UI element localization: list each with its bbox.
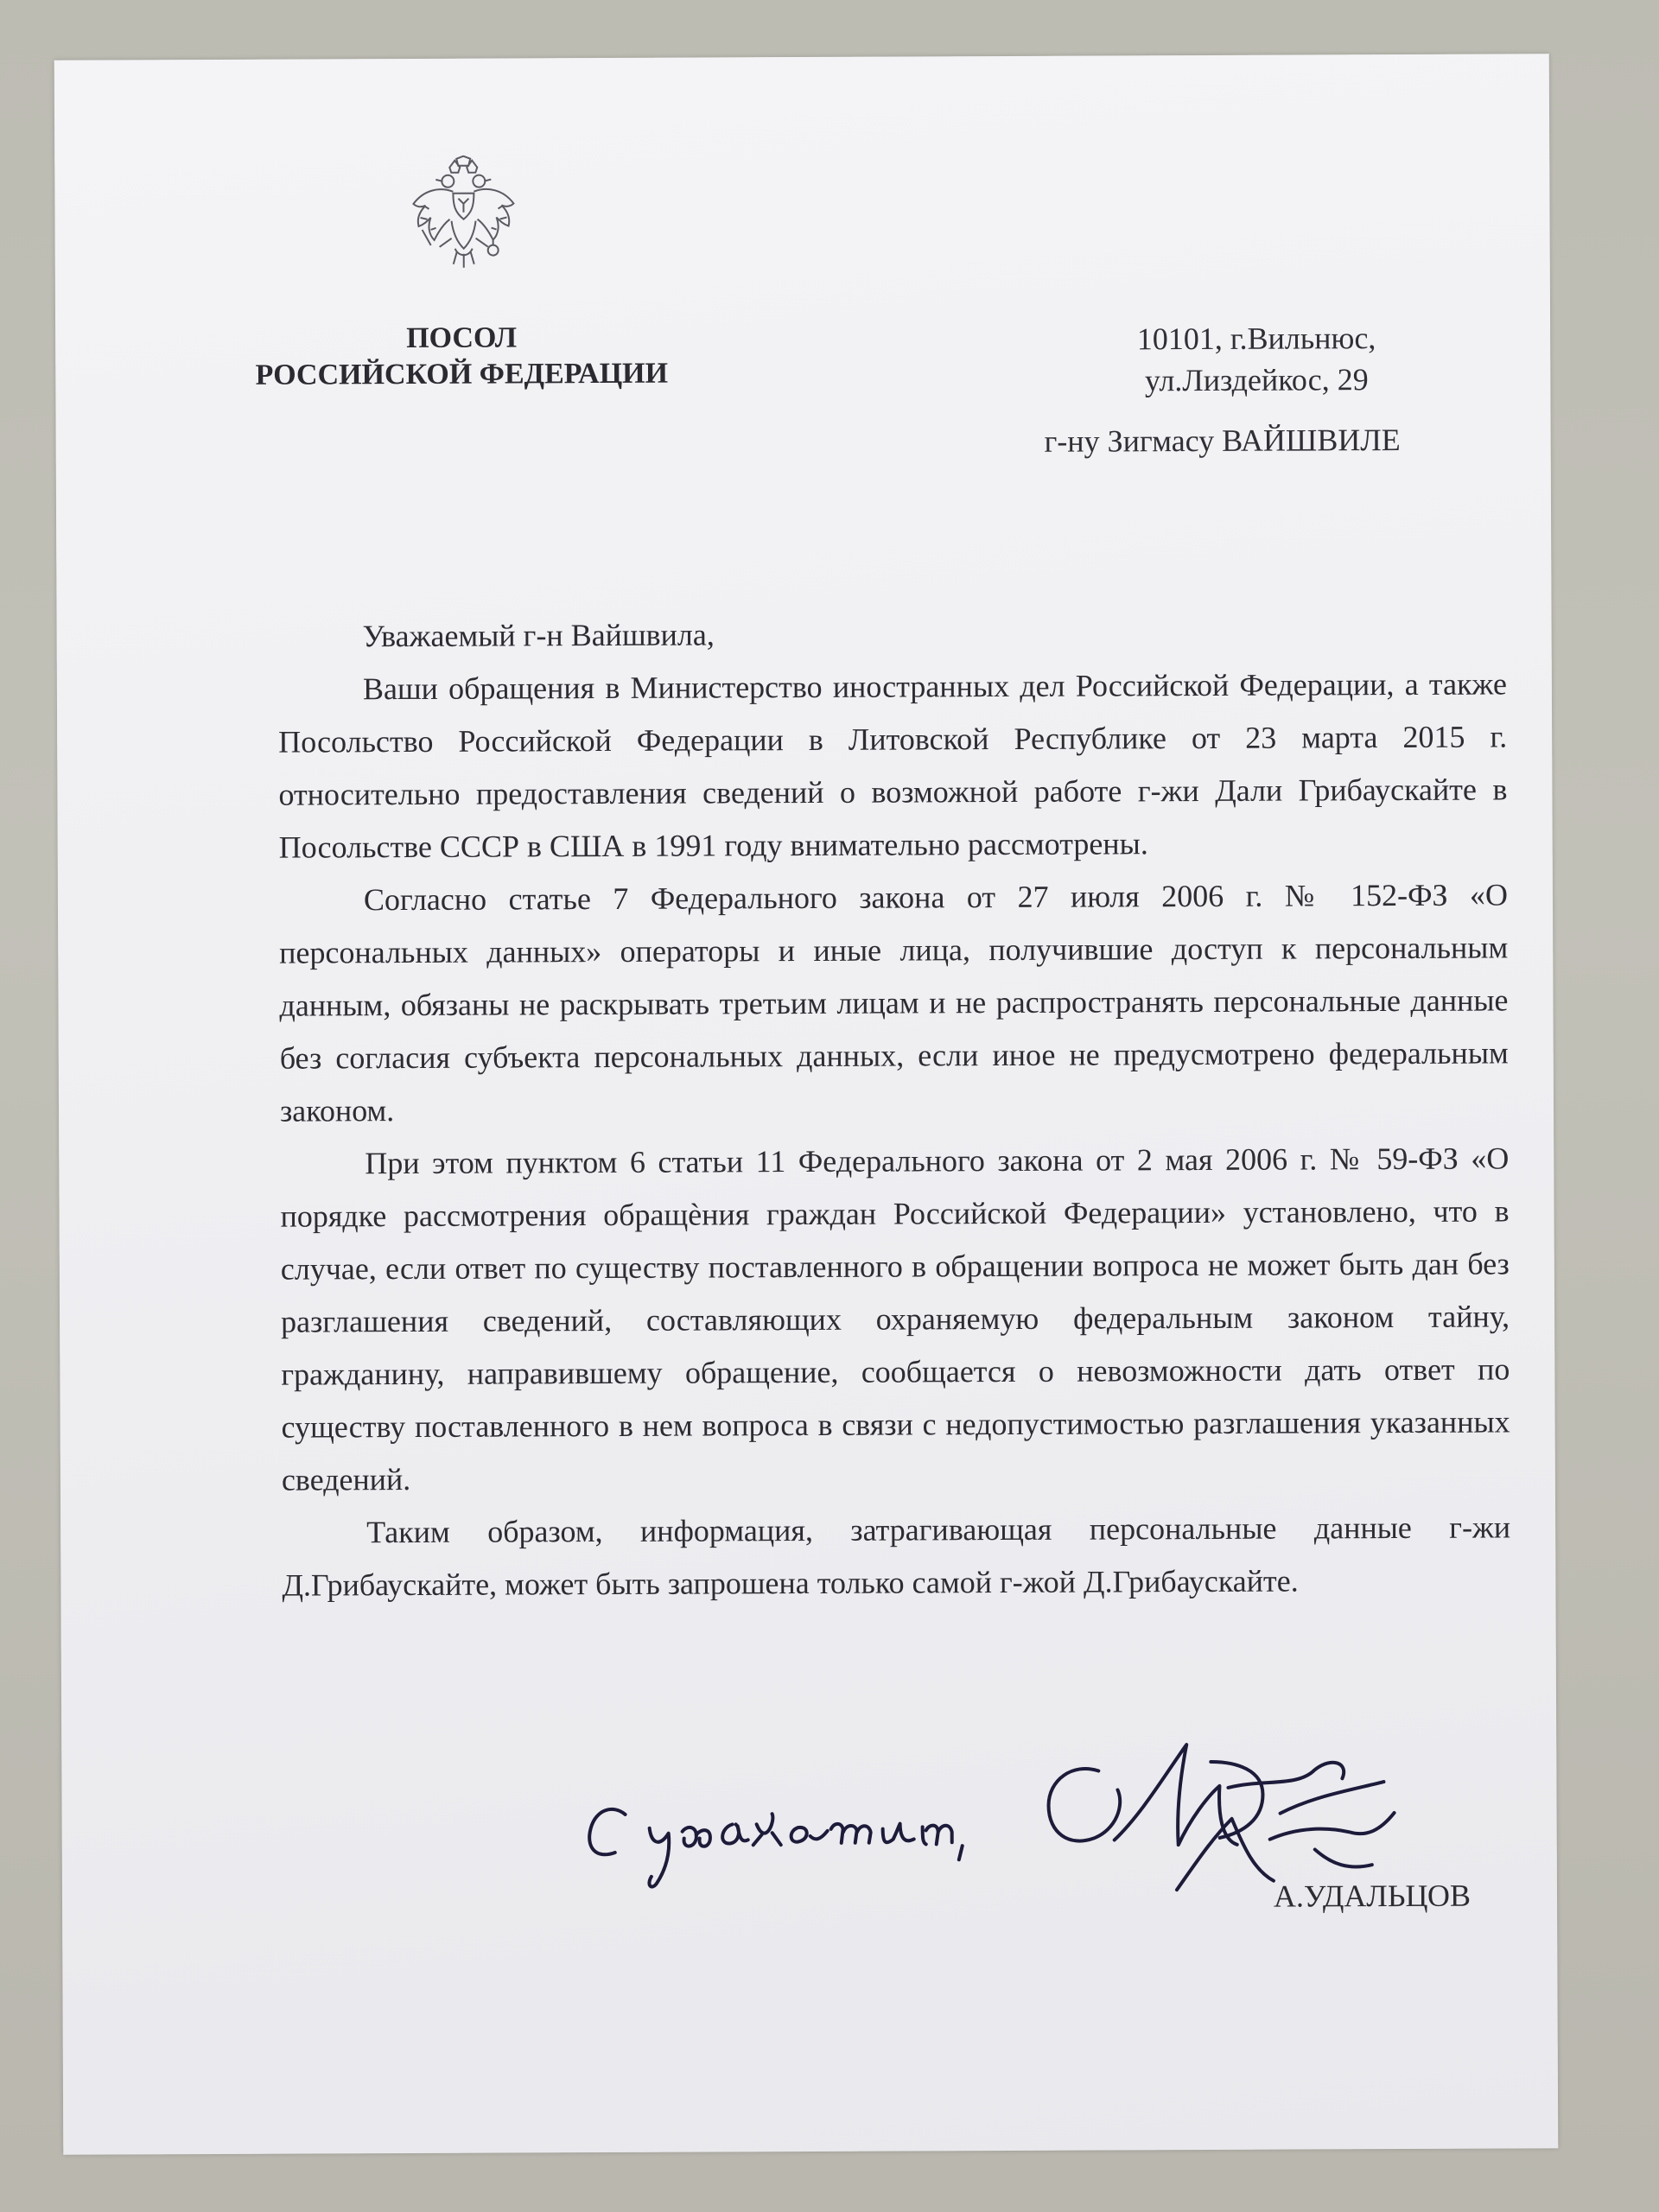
sender-title (237, 320, 686, 394)
paragraph-2: Согласно статье 7 Федерального закона от 27 июля 2006 г. № 152-ФЗ «О персональных данных» операторы и иные лица, получившие доступ к персональным данным, обязаны не раскрывать третьим лицам и не распространять персональные данные без согласия субъекта персональных данных, если иное не предусмотрено федеральным законом. (279, 877, 1509, 1128)
letter-sheet (54, 54, 1559, 2155)
paragraph-1: Ваши обращения в Министерство иностранных дел Российской Федерации, а также Посольство Российской Федерации в Литовской Республике от 23 марта 2015 г. относительно предоставления сведений о возможной работе г-жи Дали Грибаускайте в Посольстве СССР в США в 1991 году внимательно рассмотрены. (278, 666, 1508, 865)
greeting: Уважаемый г-н Вайшвила, (362, 617, 715, 654)
paragraph-4: Таким образом, информация, затрагивающая персональные данные г-жи Д.Грибаускайте, может быть запрошена только самой г-жой Д.Грибаускайте. (282, 1510, 1511, 1603)
paragraph-3: При этом пунктом 6 статьи 11 Федерального закона от 2 мая 2006 г. № 59-ФЗ «О порядке рассмотрения обращѐния граждан Российской Федерации» установлено, что в случае, если ответ по существу поставленного в обращении вопроса не может быть дан без разглашения сведений, составляющих охраняемую федеральным законом тайну, гражданину, направившему обращение, сообщается о невозможности дать ответ по существу поставленного в нем вопроса в связи с недопустимостью разглашения указанных сведений. (280, 1141, 1510, 1497)
recipient-address (997, 316, 1516, 402)
sender-title-line1: ПОСОЛ (406, 321, 518, 355)
russian-coat-of-arms-icon (404, 155, 522, 276)
sender-title-line2: РОССИЙСКОЙ ФЕДЕРАЦИИ (255, 357, 669, 391)
recipient-name: г-ну Зигмасу ВАЙШВИЛЕ (1044, 422, 1401, 459)
letter-body (278, 605, 1511, 1611)
signer-name: А.УДАЛЬЦОВ (1273, 1878, 1471, 1914)
address-line1: 10101, г.Вильнюс, (1136, 321, 1376, 357)
address-line2: ул.Лиздейкос, 29 (1144, 362, 1369, 398)
